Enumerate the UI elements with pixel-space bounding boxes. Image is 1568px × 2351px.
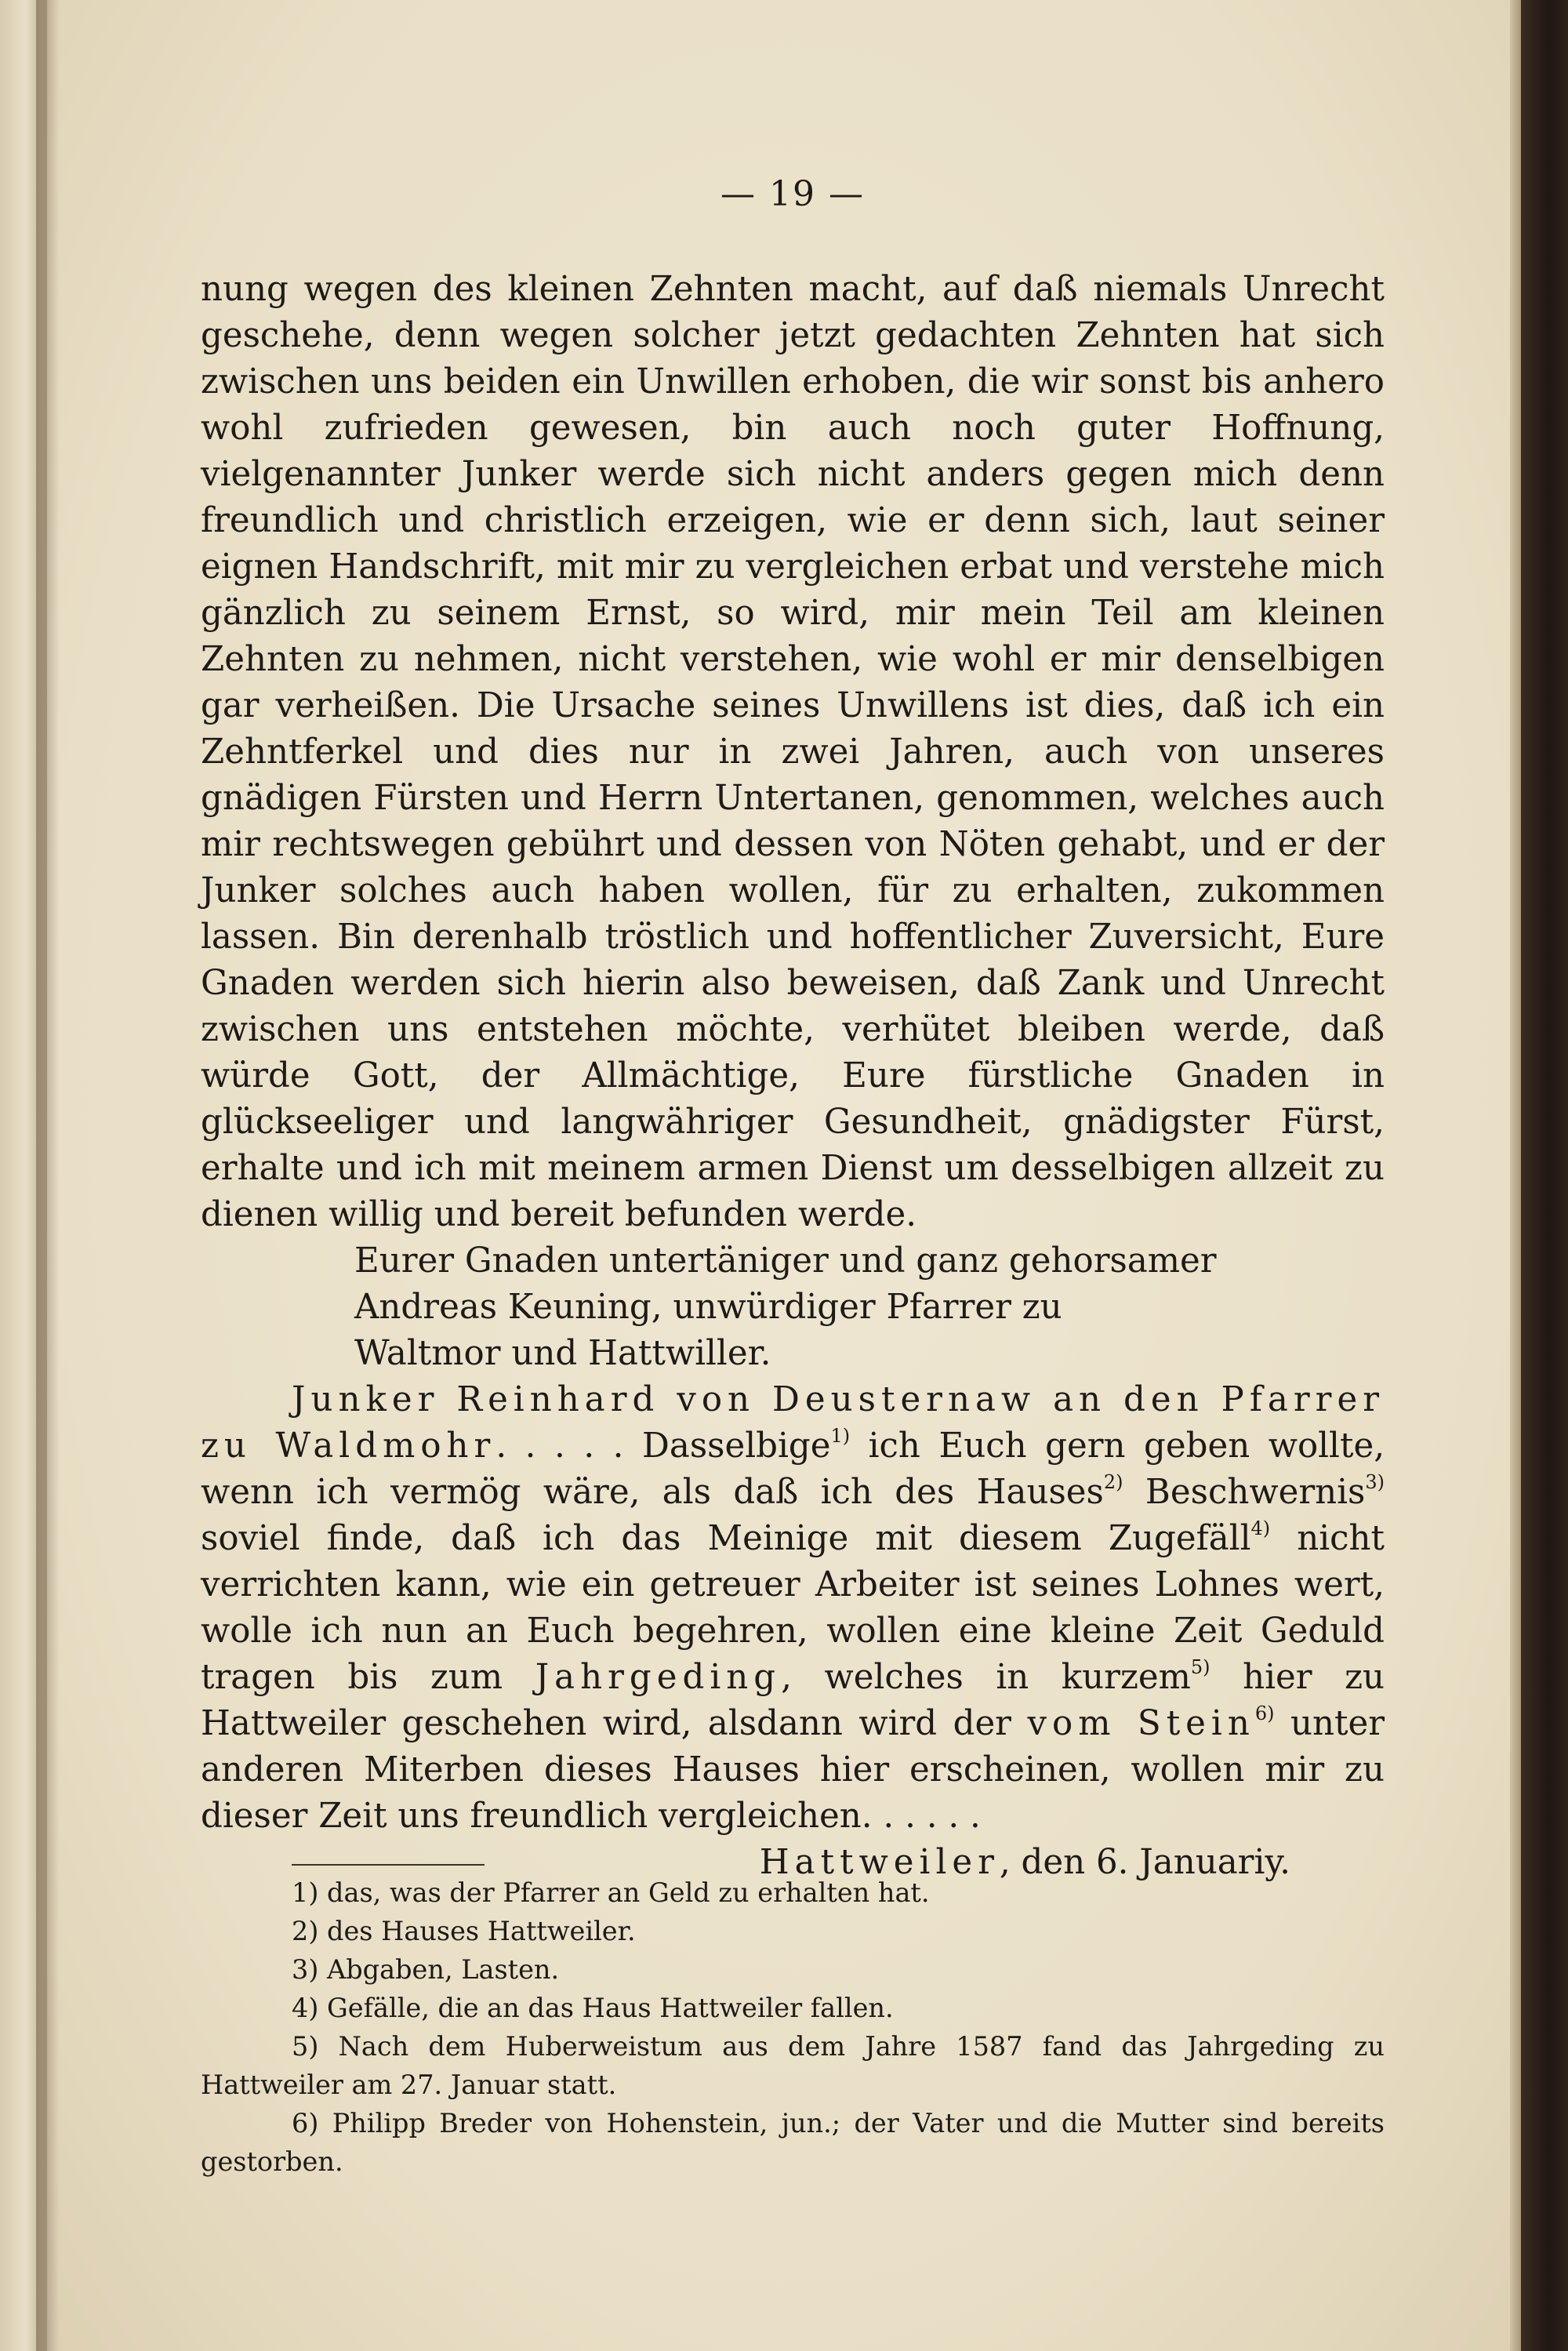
- footnote-marker: 2): [292, 1916, 319, 1946]
- footnote-4: [201, 1989, 1385, 2027]
- paragraph-letter-pfarrer: nung wegen des kleinen Zehnten macht, auf daß niemals Unrecht geschehe, denn wegen solcher jetzt gedachten Zehnten hat sich zwischen uns beiden ein Unwillen erhoben, die wir sonst bis anhero wohl zufrieden gewesen, bin auch noch guter Hoffnung, vielgenannter Junker werde sich nicht anders gegen mich denn freundlich und christlich erzeigen, wie er denn sich, laut seiner eignen Handschrift, mit mir zu vergleichen erbat und verstehe mich gänzlich zu seinem Ernst, so wird, mir mein Teil am kleinen Zehnten zu nehmen, nicht verstehen, wie wohl er mir denselbigen gar verheißen. Die Ursache seines Unwillens ist dies, daß ich ein Zehntferkel und dies nur in zwei Jahren, auch von unseres gnädigen Fürsten und Herrn Untertanen, genommen, welches auch mir rechtswegen gebührt und dessen von Nöten gehabt, und er der Junker solches auch haben wollen, für zu erhalten, zukommen lassen. Bin derenhalb tröstlich und hoffentlicher Zuversicht, Eure Gnaden werden sich hierin also beweisen, daß Zank und Unrecht zwischen uns entstehen möchte, verhütet bleiben werde, daß würde Gott, der Allmächtige, Eure fürstliche Gnaden in glückseeliger und langwähriger Gesundheit, gnädigster Fürst, erhalte und ich mit meinem armen Dienst um desselbigen allzeit zu dienen willig und bereit befunden werde.: [201, 270, 1385, 1234]
- letter-heading: Junker Reinhard von Deusternaw an den Pfarrer zu Waldmohr: [201, 1380, 1385, 1466]
- text-span: hier zu Hattweiler geschehen wird, alsdann wird der: [201, 1658, 1385, 1743]
- footnote-ref-3: 3): [1365, 1470, 1385, 1493]
- text-span: soviel finde, daß ich das Meinige mit diesem Zugefäll: [201, 1519, 1251, 1558]
- footnote-ref-6: 6): [1254, 1702, 1275, 1724]
- body-text: [201, 267, 1385, 1886]
- footnote-ref-4: 4): [1250, 1517, 1271, 1539]
- page-edge-shadow: [1510, 0, 1521, 2351]
- ellipsis: . . . . .: [495, 1426, 624, 1466]
- text-span: ich Euch gern geben wollte, wenn ich vermög wäre, als daß ich des Hauses: [201, 1426, 1385, 1512]
- paragraph-letter-junker: [201, 1377, 1385, 1840]
- footnote-ref-5: 5): [1190, 1655, 1210, 1678]
- dateline-place: Hattweiler: [759, 1843, 1000, 1882]
- footnote-text: Gefälle, die an das Haus Hattweiler fallen.: [318, 1993, 894, 2023]
- text-span: , welches in kurzem: [781, 1658, 1191, 1697]
- book-cover-edge: [1521, 0, 1568, 2351]
- text-span: nicht verrichten kann, wie ein getreuer Arbeiter ist seines Lohnes wert, wolle ich nun an Euch begehren, wollen eine kleine Zeit Geduld tragen bis zum: [201, 1519, 1385, 1697]
- footnote-5: [201, 2027, 1385, 2104]
- page: [47, 0, 1521, 2351]
- text-span: unter anderen Miterben dieses Hauses hier erscheinen, wollen mir zu dieser Zeit uns freundlich vergleichen. . . . . .: [201, 1704, 1385, 1836]
- footnote-6: [201, 2104, 1385, 2181]
- emphasis-vom-stein: vom Stein: [1027, 1704, 1255, 1743]
- footnote-2: [201, 1912, 1385, 1950]
- signature-line-2: Andreas Keuning, unwürdiger Pfarrer zu: [354, 1288, 1062, 1327]
- signature-line-1: Eurer Gnaden untertäniger und ganz gehorsamer: [354, 1241, 1217, 1281]
- footnote-ref-2: 2): [1103, 1470, 1123, 1493]
- dateline-date: , den 6. Januariy.: [999, 1843, 1290, 1882]
- signature-line-3: Waltmor und Hattwiller.: [354, 1334, 771, 1373]
- footnote-text: Philipp Breder von Hohenstein, jun.; der Vater und die Mutter sind bereits gestorben.: [201, 2108, 1385, 2177]
- footnote-marker: 6): [292, 2108, 319, 2138]
- footnote-divider: [292, 1864, 485, 1866]
- text-span: Beschwernis: [1123, 1473, 1366, 1512]
- footnote-marker: 1): [292, 1877, 319, 1908]
- footnote-ref-1: 1): [830, 1424, 851, 1447]
- gutter-shadow: [36, 0, 60, 2351]
- footnote-marker: 5): [292, 2031, 319, 2062]
- footnote-text: das, was der Pfarrer an Geld zu erhalten hat.: [318, 1877, 930, 1908]
- emphasis-jahrgeding: Jahrgeding: [535, 1658, 782, 1697]
- footnote-text: Abgaben, Lasten.: [318, 1954, 560, 1985]
- text-span: Dasselbige: [623, 1426, 831, 1466]
- footnote-marker: 4): [292, 1993, 319, 2023]
- footnotes: [201, 1873, 1385, 2181]
- footnote-1: [201, 1873, 1385, 1912]
- footnote-text: des Hauses Hattweiler.: [318, 1916, 636, 1946]
- page-number: — 19 —: [720, 174, 865, 214]
- footnote-marker: 3): [292, 1954, 319, 1985]
- footnote-3: [201, 1950, 1385, 1989]
- footnote-text: Nach dem Huberweistum aus dem Jahre 1587 fand das Jahrgeding zu Hattweiler am 27. Januar statt.: [201, 2031, 1385, 2100]
